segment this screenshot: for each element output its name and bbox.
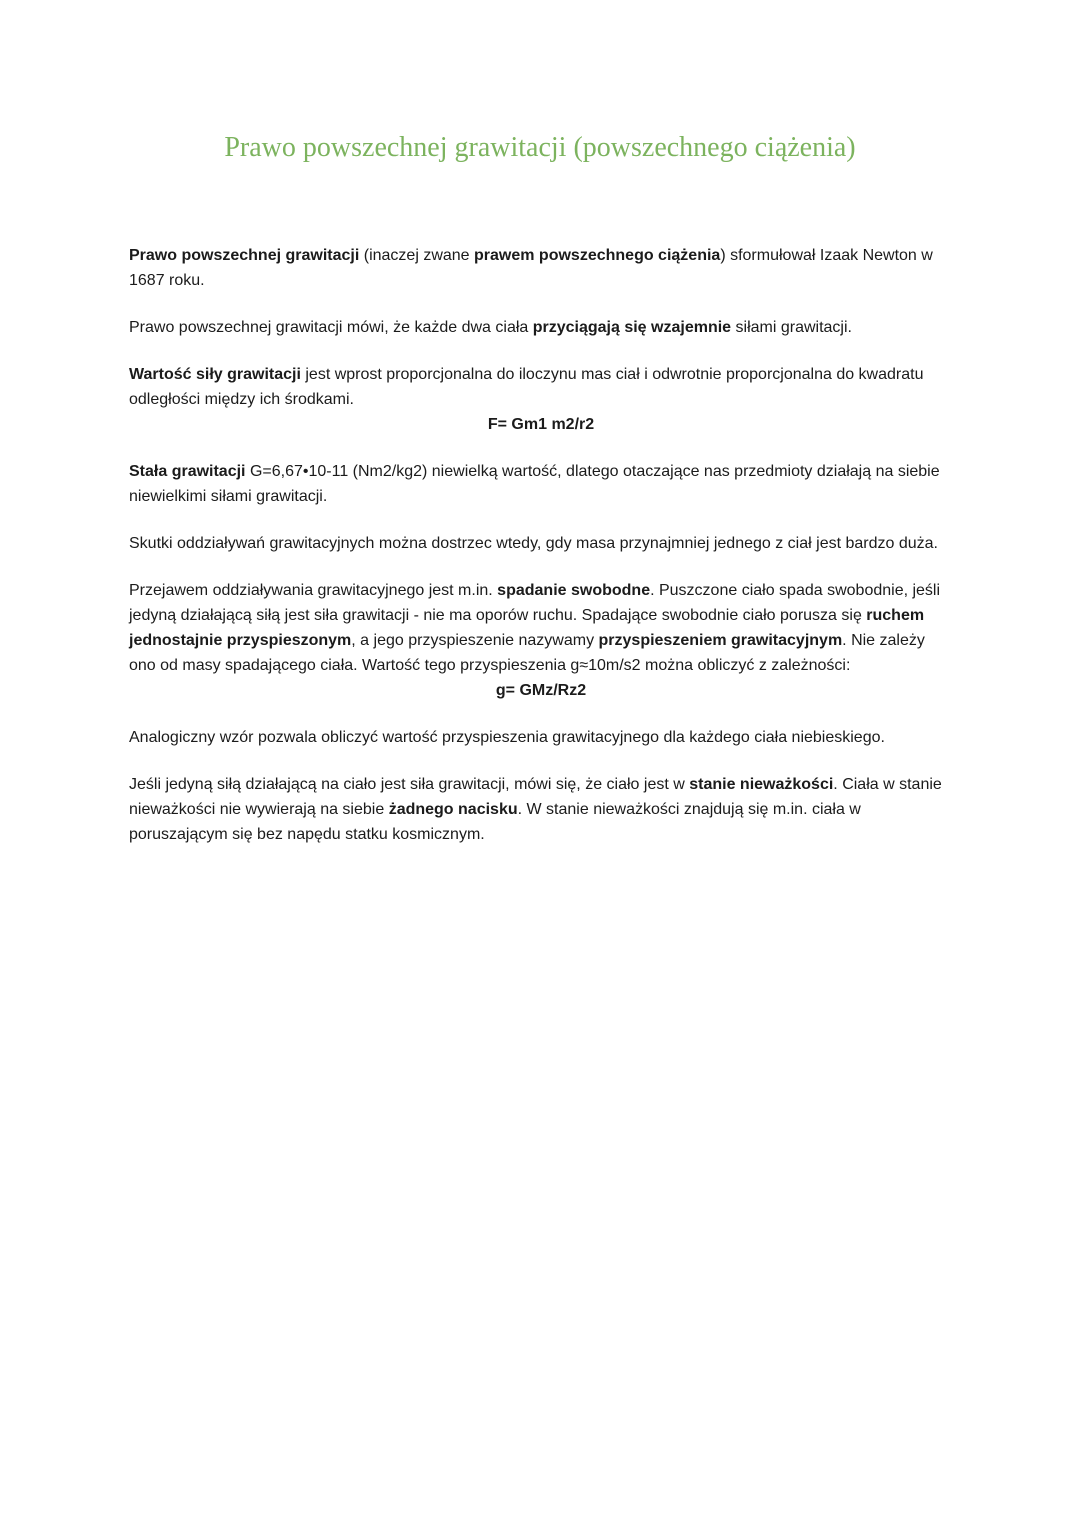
text-run-bold: przyspieszeniem grawitacyjnym (598, 632, 843, 649)
text-run-bold: przyciągają się wzajemnie (532, 319, 732, 336)
text-run: , a jego przyspieszenie nazywamy (351, 632, 599, 649)
document-body (129, 243, 953, 847)
formula-gravitational-force: F= Gm1 m2/r2 (487, 416, 595, 433)
text-run-bold: ruchem jednostajnie przyspieszonym (129, 607, 925, 649)
text-run-bold: spadanie swobodne (497, 582, 651, 599)
paragraph-force-value (129, 362, 953, 412)
text-run: . W stanie nieważkości znajdują się m.in. ciała w poruszającym się bez napędu statku kosmicznym. (129, 801, 861, 843)
paragraph-celestial-bodies (129, 725, 953, 750)
text-run: Przejawem oddziaływania grawitacyjnego jest m.in. (129, 582, 498, 599)
text-run: (inaczej zwane (359, 247, 475, 264)
paragraph-free-fall (129, 578, 953, 678)
text-run-bold: stanie nieważkości (689, 776, 834, 793)
text-run: . Puszczone ciało spada swobodnie, jeśli jedyną działającą siłą jest siła grawitacji - nie ma oporów ruchu. Spadające swobodnie ciało porusza się (129, 582, 941, 624)
text-run-bold: Prawo powszechnej grawitacji (129, 247, 360, 264)
text-run: . Ciała w stanie nieważkości nie wywierają na siebie (129, 776, 942, 818)
text-run: Prawo powszechnej grawitacji mówi, że każde dwa ciała (129, 319, 533, 336)
text-run-bold: żadnego nacisku (388, 801, 518, 818)
text-run: Analogiczny wzór pozwala obliczyć wartość przyspieszenia grawitacyjnego dla każdego ciała niebieskiego. (129, 729, 885, 746)
text-run: jest wprost proporcjonalna do iloczynu mas ciał i odwrotnie proporcjonalna do kwadratu odległości między ich środkami. (129, 366, 924, 408)
text-run: siłami grawitacji. (731, 319, 852, 336)
paragraph-intro-newton (129, 243, 953, 293)
paragraph-gravity-effects (129, 531, 953, 556)
paragraph-gravitational-constant (129, 459, 953, 509)
text-run-bold: Stała grawitacji (129, 463, 246, 480)
text-run: Skutki oddziaływań grawitacyjnych można dostrzec wtedy, gdy masa przynajmniej jednego z ciał jest bardzo duża. (129, 535, 938, 552)
paragraph-weightlessness (129, 772, 953, 847)
text-run: ) sformułował Izaak Newton w 1687 roku. (129, 247, 933, 289)
formula-gravitational-acceleration: g= GMz/Rz2 (495, 682, 587, 699)
text-run: Jeśli jedyną siłą działającą na ciało jest siła grawitacji, mówi się, że ciało jest w (129, 776, 690, 793)
paragraph-law-statement (129, 315, 953, 340)
text-run-bold: Wartość siły grawitacji (129, 366, 301, 383)
page-title: Prawo powszechnej grawitacji (powszechnego ciążenia) (224, 132, 856, 163)
text-run: . Nie zależy ono od masy spadającego ciała. Wartość tego przyspieszenia g≈10m/s2 można obliczyć z zależności: (129, 632, 925, 674)
text-run: G=6,67•10-11 (Nm2/kg2) niewielką wartość, dlatego otaczające nas przedmioty działają na siebie niewielkimi siłami grawitacji. (129, 463, 940, 505)
text-run-bold: prawem powszechnego ciążenia (474, 247, 721, 264)
